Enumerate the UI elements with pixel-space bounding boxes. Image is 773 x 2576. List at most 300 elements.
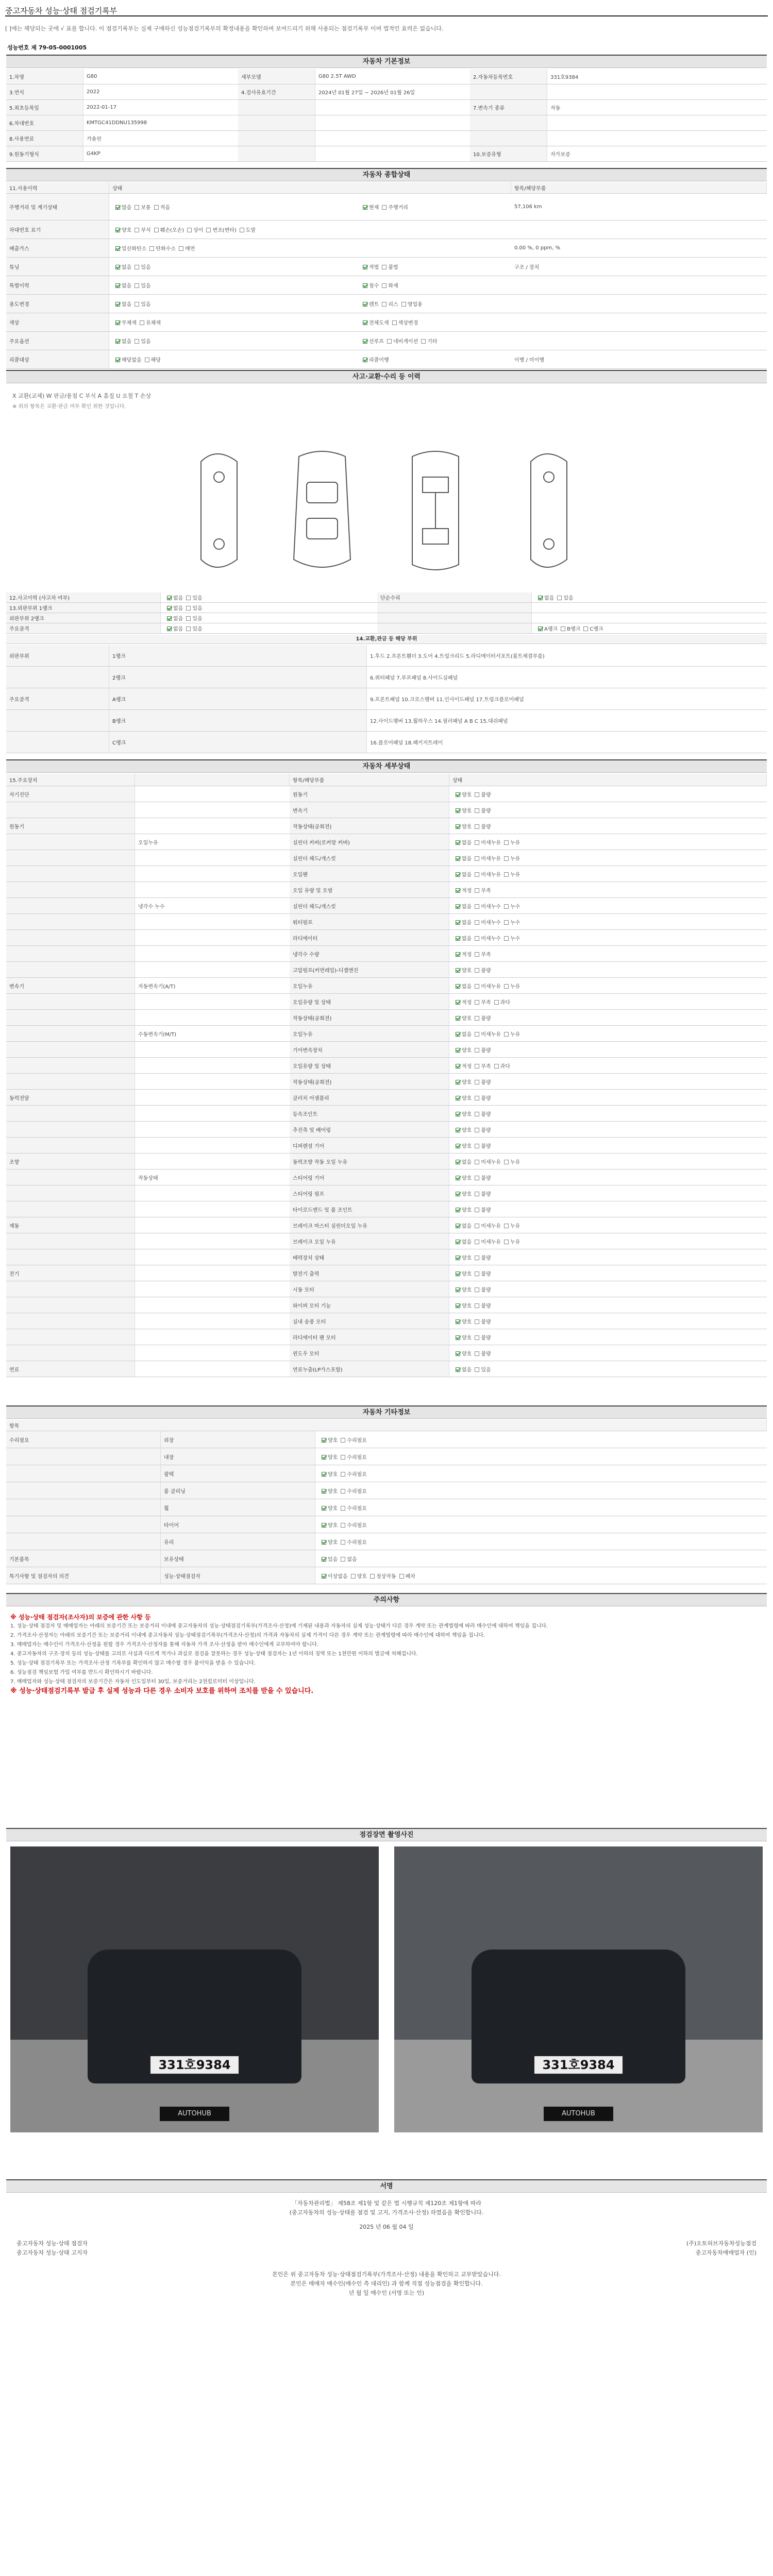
table-row xyxy=(6,1058,767,1074)
detail-part: 오일누유 xyxy=(290,1026,449,1041)
extra-group xyxy=(6,1533,161,1550)
checkbox xyxy=(475,856,479,861)
table-row xyxy=(6,710,767,732)
detail-group xyxy=(6,914,135,929)
detail-group xyxy=(6,1281,135,1297)
detail-part: 브레이크 마스터 실린더오일 누유 xyxy=(290,1217,449,1233)
basic-label xyxy=(238,131,315,146)
table-row xyxy=(6,1431,767,1448)
detail-group xyxy=(6,834,135,850)
checkbox xyxy=(456,888,460,893)
detail-sub xyxy=(135,969,290,971)
checkbox xyxy=(456,984,460,989)
extra-group xyxy=(6,1448,161,1465)
detail-state: 양호 불량 xyxy=(449,1173,767,1182)
detail-sub xyxy=(135,793,290,795)
checkbox xyxy=(456,1272,460,1276)
checkbox xyxy=(382,265,386,269)
detail-part: 와이퍼 모터 기능 xyxy=(290,1297,449,1313)
extra-item: 내장 xyxy=(161,1448,315,1465)
detail-state: 양호 불량 xyxy=(449,1284,767,1294)
checkbox xyxy=(341,1472,345,1477)
brand-board-rear: AUTOHUB xyxy=(544,2107,613,2121)
detail-part: 실내 송풍 모터 xyxy=(290,1313,449,1329)
table-row xyxy=(6,69,767,84)
table-row xyxy=(6,1516,767,1533)
checkbox xyxy=(475,1064,479,1069)
parts-table xyxy=(6,645,767,753)
parts-kind xyxy=(6,732,109,753)
checkbox xyxy=(475,1160,479,1164)
detail-group: 동력전달 xyxy=(6,1090,135,1105)
detail-part: 스티어링 펌프 xyxy=(290,1185,449,1201)
caution-line: 6. 성능점검 책임보험 가입 여부를 반드시 확인하시기 바랍니다. xyxy=(10,1670,153,1675)
detail-part: 시동 모터 xyxy=(290,1281,449,1297)
general-item: 주행거리 및 계기상태 xyxy=(6,194,109,220)
detail-state: 양호 불량 xyxy=(449,821,767,831)
accident-options-2: 없음 있음 xyxy=(532,592,767,602)
detail-part: 오일팬 xyxy=(290,866,449,882)
extra-item: 광택 xyxy=(161,1465,315,1482)
detail-group xyxy=(6,1138,135,1153)
inspector-org: (주)오토허브자동차성능점검 xyxy=(686,2240,757,2247)
general-note: 리콜이행 xyxy=(357,354,511,364)
checkbox xyxy=(363,339,367,344)
detail-state: 양호 불량 xyxy=(449,1109,767,1118)
detail-part: 실린더 헤드/개스킷 xyxy=(290,898,449,913)
checkbox xyxy=(187,228,192,232)
checkbox xyxy=(475,888,479,893)
rear-photo xyxy=(394,1846,763,2132)
checkbox xyxy=(115,358,120,362)
detail-group: 원동기 xyxy=(6,818,135,834)
detail-group xyxy=(6,1042,135,1057)
detail-part: 워터펌프 xyxy=(290,914,449,929)
detail-part: 디퍼렌셜 기어 xyxy=(290,1138,449,1153)
checkbox xyxy=(475,1287,479,1292)
table-row xyxy=(6,115,767,131)
detail-header: 15.주요장치 xyxy=(6,774,135,786)
checkbox xyxy=(149,246,154,251)
parts-kind xyxy=(6,710,109,731)
cert-label: 성능번호 제 xyxy=(7,44,37,51)
detail-part: 오일누유 xyxy=(290,978,449,993)
checkbox xyxy=(341,1489,345,1494)
detail-sub: 수동변속기(M/T) xyxy=(138,1031,177,1038)
checkbox xyxy=(115,320,120,325)
table-row xyxy=(6,645,767,667)
checkbox xyxy=(504,936,509,941)
detail-sub: 작동상태 xyxy=(138,1175,158,1181)
extra-item: 보유상태 xyxy=(161,1550,315,1567)
checkbox xyxy=(341,1523,345,1528)
checkbox xyxy=(456,1208,460,1212)
general-state: 무채색 유채색 xyxy=(109,317,357,327)
checkbox xyxy=(475,840,479,845)
extra-state: 양호 수리필요 xyxy=(315,1520,767,1530)
general-item: 배출가스 xyxy=(6,239,109,257)
detail-part: 배력장치 상태 xyxy=(290,1249,449,1265)
table-row xyxy=(6,1122,767,1138)
extra-group xyxy=(6,1482,161,1499)
extra-group: 특기사항 및 점검자의 의견 xyxy=(6,1567,161,1584)
detail-group xyxy=(6,802,135,818)
detail-part: 작동상태(공회전) xyxy=(290,1010,449,1025)
detail-state: 없음 있음 xyxy=(449,1364,767,1374)
detail-header: 상태 xyxy=(449,774,767,786)
table-row xyxy=(6,1297,767,1313)
basic-label: 8.사용연료 xyxy=(6,131,83,146)
caution-body xyxy=(10,1612,758,1697)
table-row xyxy=(6,623,767,634)
accident-options: 없음 있음 xyxy=(161,603,377,613)
checkbox xyxy=(456,936,460,941)
checkbox xyxy=(475,1319,479,1324)
accident-options-2 xyxy=(532,607,767,609)
table-row xyxy=(6,930,767,946)
table-row xyxy=(6,100,767,115)
basic-label: 1.차명 xyxy=(6,69,83,84)
checkbox xyxy=(557,596,562,600)
checkbox xyxy=(382,302,386,307)
checkbox xyxy=(115,265,120,269)
basic-value xyxy=(315,153,470,155)
general-item: 용도변경 xyxy=(6,295,109,313)
checkbox xyxy=(475,1240,479,1244)
table-row xyxy=(6,258,767,276)
general-item: 색상 xyxy=(6,313,109,331)
checkbox xyxy=(456,1335,460,1340)
checkbox xyxy=(561,626,565,631)
checkbox xyxy=(456,1144,460,1148)
accident-label-2: 단순수리 xyxy=(377,592,532,602)
detail-sub xyxy=(135,1048,290,1050)
extra-state: 양호 수리필요 xyxy=(315,1537,767,1547)
general-value xyxy=(511,303,767,305)
table-row xyxy=(6,818,767,834)
extra-state: 양호 수리필요 xyxy=(315,1486,767,1496)
detail-group xyxy=(6,1313,135,1329)
general-value: 이행 / 미이행 xyxy=(514,358,545,363)
checkbox xyxy=(363,265,367,269)
extra-state: 양호 수리필요 xyxy=(315,1503,767,1513)
checkbox xyxy=(538,596,543,600)
extra-item: 룸 클리닝 xyxy=(161,1482,315,1499)
checkbox xyxy=(341,1506,345,1511)
checkbox xyxy=(154,205,159,210)
detail-group: 조향 xyxy=(6,1154,135,1169)
detail-group xyxy=(6,1010,135,1025)
detail-state: 양호 불량 xyxy=(449,1332,767,1342)
detail-state: 양호 불량 xyxy=(449,1348,767,1358)
general-state: 없음 있음 xyxy=(109,280,357,290)
checkbox xyxy=(322,1574,326,1579)
general-state: 양호 부식 훼손(오손) 상이 변조(변타) 도말 xyxy=(109,225,357,234)
general-note: 전체도색 색상변경 xyxy=(357,317,511,327)
detail-part: 고압펌프(커먼레일)-디젤엔진 xyxy=(290,962,449,977)
detail-sub xyxy=(135,1256,290,1258)
detail-group xyxy=(6,1122,135,1137)
table-row xyxy=(6,1042,767,1058)
detail-state: 없음 미세누유 누유 xyxy=(449,981,767,991)
checkbox xyxy=(538,626,543,631)
checkbox xyxy=(475,824,479,829)
checkbox xyxy=(504,1240,509,1244)
detail-sub xyxy=(135,889,290,891)
detail-group xyxy=(6,898,135,913)
extra-group xyxy=(6,1499,161,1516)
accident-table xyxy=(6,592,767,634)
checkbox xyxy=(475,1192,479,1196)
checkbox xyxy=(135,205,139,210)
section-basic-info: 자동차 기본정보 xyxy=(6,55,767,68)
checkbox xyxy=(322,1540,326,1545)
extra-item: 타이어 xyxy=(161,1516,315,1533)
checkbox xyxy=(167,616,172,621)
checkbox xyxy=(341,1455,345,1460)
checkbox xyxy=(475,1335,479,1340)
checkbox xyxy=(475,936,479,941)
detail-sub xyxy=(135,1304,290,1306)
buyer-line-1: 본인은 위 중고자동차 성능·상태점검기록부(가격조사·산정) 내용을 확인하고 교부받았습니다. xyxy=(272,2271,501,2278)
general-item: 특별이력 xyxy=(6,276,109,294)
parts-rank: 1랭크 xyxy=(109,645,367,666)
detail-group: 연료 xyxy=(6,1361,135,1377)
checkbox xyxy=(494,1000,499,1005)
extra-item: 휠 xyxy=(161,1499,315,1516)
detail-group xyxy=(6,850,135,866)
detail-sub xyxy=(135,1160,290,1162)
table-row xyxy=(6,1154,767,1170)
basic-label: 6.차대번호 xyxy=(6,115,83,130)
table-row xyxy=(6,182,767,194)
parts-items: 9.프론트패널 10.크로스멤버 11.인사이드패널 17.트렁크플로어패널 xyxy=(370,697,524,703)
checkbox xyxy=(456,1080,460,1084)
general-item: 리콜대상 xyxy=(6,350,109,368)
checkbox xyxy=(456,1240,460,1244)
table-row xyxy=(6,1074,767,1090)
general-value xyxy=(511,321,767,324)
section-photos: 점검장면 촬영사진 xyxy=(6,1828,767,1841)
caution-lines xyxy=(10,1623,758,1686)
detail-state: 양호 불량 xyxy=(449,1093,767,1103)
checkbox xyxy=(475,1048,479,1053)
basic-label: 2.자동차등록번호 xyxy=(470,69,547,84)
detail-group xyxy=(6,882,135,897)
detail-group xyxy=(6,1058,135,1073)
parts-title: 14.교환,판금 등 해당 부위 xyxy=(6,635,767,644)
checkbox xyxy=(456,856,460,861)
parts-kind: 주요골격 xyxy=(6,688,109,709)
section-sign: 서명 xyxy=(6,2179,767,2193)
document-title: 중고자동차 성능·상태 점검기록부 xyxy=(5,5,768,16)
basic-value: G4KP xyxy=(87,151,100,157)
checkbox xyxy=(167,606,172,611)
detail-state: 양호 불량 xyxy=(449,1045,767,1055)
car-left-side-outline xyxy=(201,454,237,567)
checkbox xyxy=(322,1438,326,1443)
table-row xyxy=(6,613,767,623)
general-status-table xyxy=(6,182,767,369)
accident-options: 없음 있음 xyxy=(161,613,377,623)
general-item: 차대번호 표기 xyxy=(6,221,109,239)
checkbox xyxy=(475,984,479,989)
checkbox xyxy=(475,920,479,925)
general-note: 렌트 리스 영업용 xyxy=(357,299,511,309)
checkbox xyxy=(363,283,367,288)
detail-sub xyxy=(135,1001,290,1003)
detail-group xyxy=(6,1074,135,1089)
detail-status-table xyxy=(6,774,767,1377)
checkbox xyxy=(475,904,479,909)
detail-part: 윈도우 모터 xyxy=(290,1345,449,1361)
table-row xyxy=(6,1313,767,1329)
extra-item: 외장 xyxy=(161,1431,315,1448)
table-row xyxy=(6,1010,767,1026)
detail-sub xyxy=(135,1336,290,1338)
table-row xyxy=(6,1533,767,1550)
detail-sub xyxy=(135,1192,290,1194)
extra-header: 항목 xyxy=(6,1420,767,1431)
section-general-status: 자동차 종합상태 xyxy=(6,168,767,181)
detail-part: 오일 유량 및 오염 xyxy=(290,882,449,897)
detail-part: 오일유량 및 상태 xyxy=(290,1058,449,1073)
checkbox xyxy=(504,984,509,989)
detail-sub xyxy=(135,873,290,875)
table-row xyxy=(6,603,767,613)
checkbox xyxy=(456,1016,460,1021)
detail-part: 작동상태(공회전) xyxy=(290,818,449,834)
checkbox xyxy=(382,283,386,288)
checkbox xyxy=(475,1144,479,1148)
detail-sub xyxy=(135,1080,290,1082)
caution-line: 3. 매매업자는 매수인이 가격조사·산정을 원할 경우 가격조사·산정자를 통해 자동차 가격 조사·산정을 받아 매수인에게 교부하여야 합니다. xyxy=(10,1642,319,1648)
checkbox xyxy=(456,968,460,973)
checkbox xyxy=(475,1208,479,1212)
table-row xyxy=(6,1106,767,1122)
detail-state: 없음 미세누유 누유 xyxy=(449,837,767,847)
table-row xyxy=(6,1233,767,1249)
checkbox xyxy=(115,302,120,307)
checkbox xyxy=(456,920,460,925)
sign-date: 2025 년 06 월 04 일 xyxy=(359,2224,414,2230)
general-value xyxy=(511,340,767,342)
parts-kind xyxy=(6,667,109,688)
table-row xyxy=(6,350,767,369)
detail-group xyxy=(6,994,135,1009)
checkbox xyxy=(456,808,460,813)
checkbox xyxy=(475,1303,479,1308)
table-row xyxy=(6,850,767,866)
accident-label: 주요골격 xyxy=(6,623,161,633)
detail-state: 양호 불량 xyxy=(449,1189,767,1198)
table-row xyxy=(6,194,767,221)
table-row xyxy=(6,834,767,850)
detail-group: 변속기 xyxy=(6,978,135,993)
car-right-side-outline xyxy=(531,454,567,567)
checkbox xyxy=(475,968,479,973)
general-value: 0.00 %, 0 ppm, % xyxy=(514,245,561,251)
detail-part: 클러치 어셈블리 xyxy=(290,1090,449,1105)
detail-part: 변속기 xyxy=(290,802,449,818)
accident-options: 없음 있음 xyxy=(161,623,377,633)
table-row xyxy=(6,1201,767,1217)
detail-sub xyxy=(135,937,290,939)
parts-rank: B랭크 xyxy=(109,710,367,731)
extra-item: 유리 xyxy=(161,1533,315,1550)
checkbox xyxy=(322,1523,326,1528)
checkbox xyxy=(475,1016,479,1021)
extra-state: 양호 수리필요 xyxy=(315,1469,767,1479)
accident-options: 없음 있음 xyxy=(161,592,377,602)
checkbox xyxy=(322,1557,326,1562)
detail-sub xyxy=(135,1128,290,1130)
detail-group xyxy=(6,1329,135,1345)
general-header: 11.사용이력 xyxy=(6,182,109,193)
parts-rank: A랭크 xyxy=(109,688,367,709)
checkbox xyxy=(456,1032,460,1037)
checkbox xyxy=(363,302,367,307)
detail-group xyxy=(6,1249,135,1265)
general-value: 구조 / 장치 xyxy=(514,265,540,270)
table-row xyxy=(6,1090,767,1106)
detail-sub xyxy=(135,1240,290,1242)
checkbox xyxy=(504,1032,509,1037)
checkbox xyxy=(135,302,139,307)
section-accident-history: 사고·교환·수리 등 이력 xyxy=(6,370,767,383)
accident-label: 12.사고이력 (사고차 여부) xyxy=(6,592,161,602)
basic-value xyxy=(547,122,767,124)
checkbox xyxy=(456,952,460,957)
detail-header xyxy=(135,774,290,786)
checkbox xyxy=(341,1540,345,1545)
checkbox xyxy=(322,1489,326,1494)
table-row xyxy=(6,962,767,978)
checkbox xyxy=(456,1000,460,1005)
detail-part: 기어변속장치 xyxy=(290,1042,449,1057)
basic-value xyxy=(315,138,470,140)
detail-part: 브레이크 오일 누유 xyxy=(290,1233,449,1249)
checkbox xyxy=(206,228,211,232)
detail-sub xyxy=(135,1208,290,1210)
detail-state: 양호 불량 xyxy=(449,1077,767,1087)
detail-group xyxy=(6,946,135,961)
detail-sub xyxy=(135,1272,290,1274)
basic-label xyxy=(470,131,547,146)
buyer-sign-line: 년 월 일 매수인 (서명 또는 인) xyxy=(348,2290,425,2296)
checkbox xyxy=(167,596,172,600)
detail-group: 제동 xyxy=(6,1217,135,1233)
caution-line: 7. 매매업자와 성능·상태 점검자의 보증기간은 자동차 인도일부터 30일, 보증거리는 2천킬로미터 이상입니다. xyxy=(10,1679,256,1685)
checkbox xyxy=(475,952,479,957)
basic-value: 자동 xyxy=(550,106,561,111)
general-note: 현재 주행거리 xyxy=(357,202,511,212)
table-row xyxy=(6,313,767,332)
detail-state: 양호 불량 xyxy=(449,1125,767,1134)
extra-state: 양호 수리필요 xyxy=(315,1452,767,1462)
general-state: 없음 있음 xyxy=(109,262,357,272)
checkbox xyxy=(140,320,144,325)
accident-label: 외판부위 2랭크 xyxy=(6,613,161,623)
checkbox xyxy=(456,1048,460,1053)
checkbox xyxy=(475,1351,479,1356)
checkbox xyxy=(363,320,367,325)
checkbox xyxy=(456,1192,460,1196)
checkbox xyxy=(456,1064,460,1069)
detail-part: 라디에이터 xyxy=(290,930,449,945)
table-row xyxy=(6,946,767,962)
checkbox xyxy=(456,1319,460,1324)
